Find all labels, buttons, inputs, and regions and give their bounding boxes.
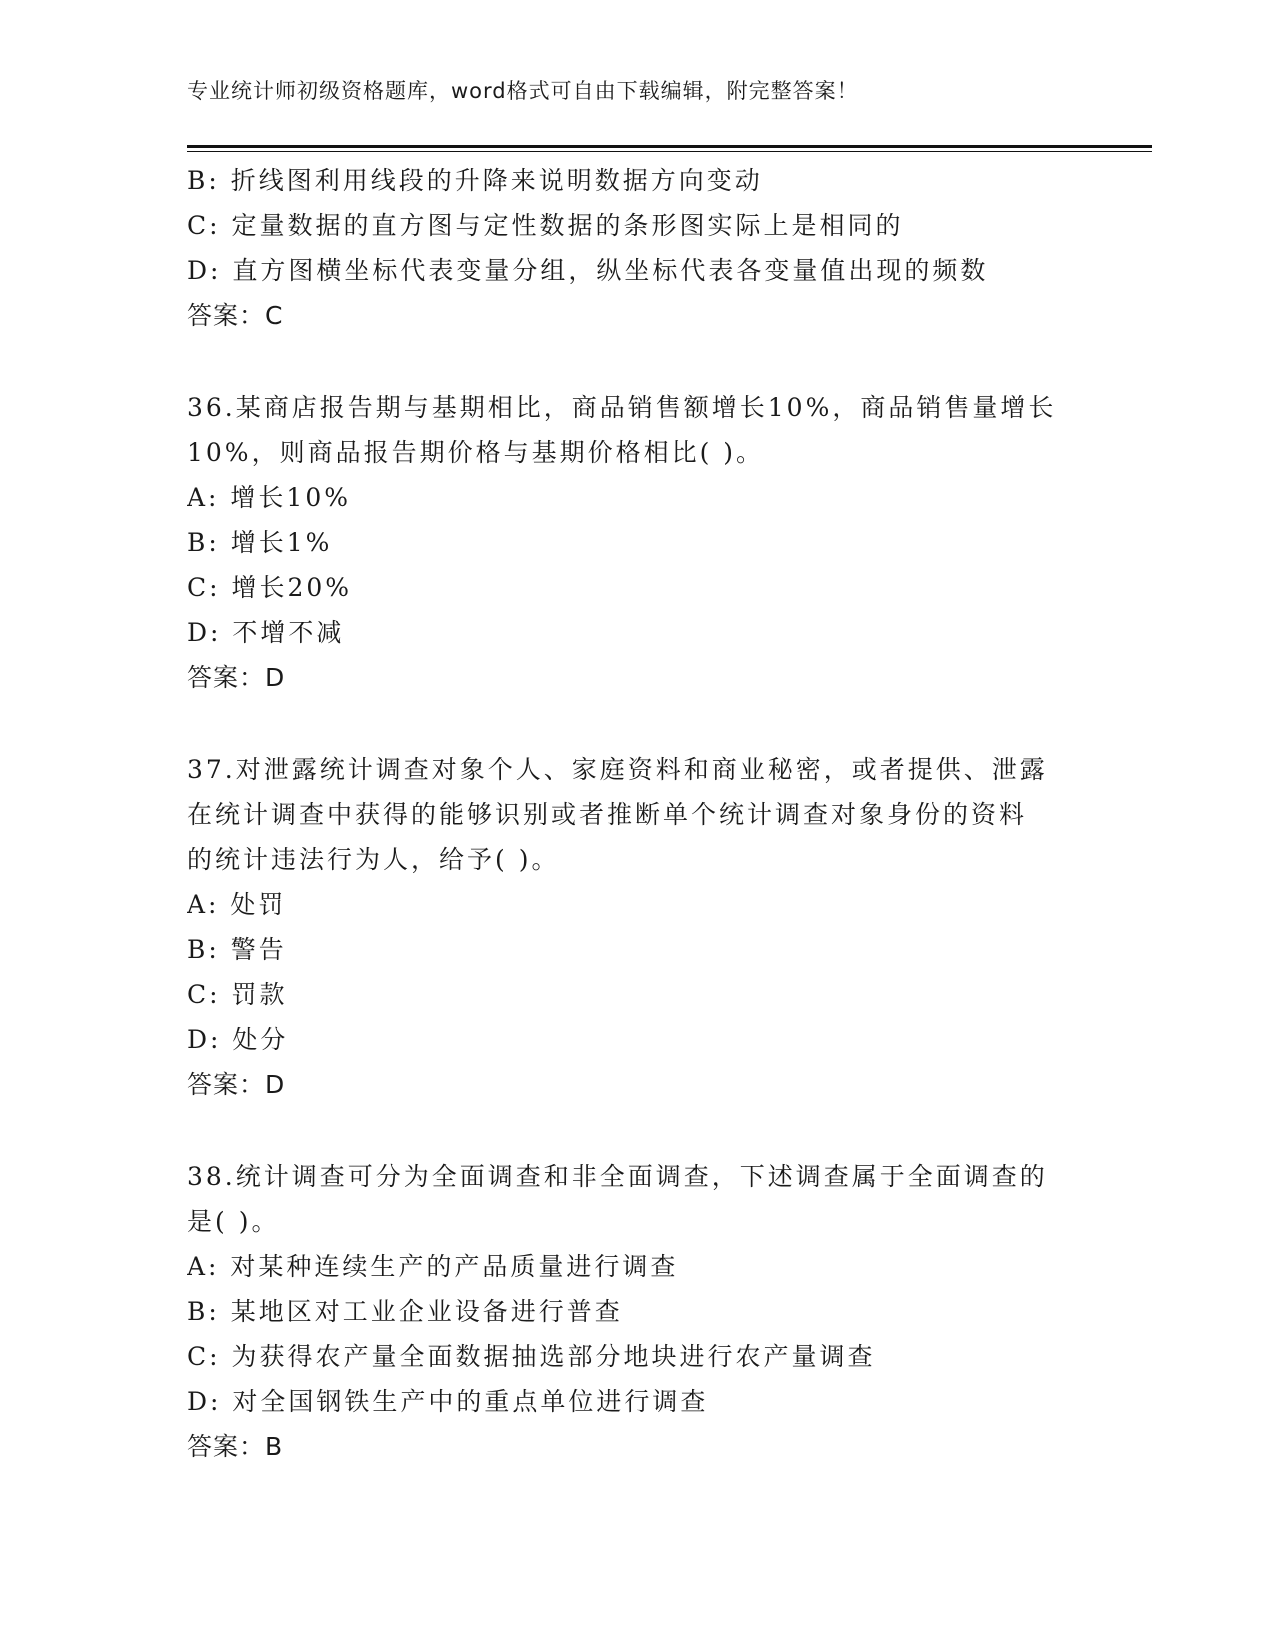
answer-option: A: 增长10% <box>187 483 351 512</box>
answer-option: A: 对某种连续生产的产品质量进行调查 <box>187 1252 679 1281</box>
answer-option: D: 直方图横坐标代表变量分组，纵坐标代表各变量值出现的频数 <box>187 256 989 285</box>
header-rule-thick <box>187 145 1152 148</box>
answer-option: A: 处罚 <box>187 890 287 919</box>
block-spacer <box>187 338 1107 385</box>
answer-option: B: 增长1% <box>187 528 333 557</box>
question-stem-line: 38.统计调查可分为全面调查和非全面调查，下述调查属于全面调查的 <box>187 1162 1048 1191</box>
question-list <box>187 158 1107 1469</box>
answer-option: B: 警告 <box>187 935 287 964</box>
question-block <box>187 385 1107 700</box>
block-spacer <box>187 700 1107 747</box>
answer-option: B: 某地区对工业企业设备进行普查 <box>187 1297 623 1326</box>
answer-option: C: 增长20% <box>187 573 353 602</box>
answer-option: C: 为获得农产量全面数据抽选部分地块进行农产量调查 <box>187 1342 876 1371</box>
block-spacer <box>187 1107 1107 1154</box>
answer-option: D: 不增不减 <box>187 618 345 647</box>
answer-key: 答案：B <box>187 1432 284 1461</box>
answer-key: 答案：C <box>187 301 284 330</box>
question-stem-line: 的统计违法行为人，给予( )。 <box>187 845 560 874</box>
header-rule-thin <box>187 151 1152 152</box>
question-block <box>187 1154 1107 1469</box>
page-header: 专业统计师初级资格题库，word格式可自由下载编辑，附完整答案！ <box>187 79 859 103</box>
question-stem-line: 36.某商店报告期与基期相比，商品销售额增长10%，商品销售量增长 <box>187 393 1057 422</box>
answer-key: 答案：D <box>187 1070 286 1099</box>
question-stem-line: 37.对泄露统计调查对象个人、家庭资料和商业秘密，或者提供、泄露 <box>187 755 1048 784</box>
answer-option: C: 定量数据的直方图与定性数据的条形图实际上是相同的 <box>187 211 904 240</box>
answer-option: D: 对全国钢铁生产中的重点单位进行调查 <box>187 1387 709 1416</box>
answer-option: C: 罚款 <box>187 980 288 1009</box>
question-block <box>187 747 1107 1107</box>
answer-option: B: 折线图利用线段的升降来说明数据方向变动 <box>187 166 763 195</box>
question-stem-line: 是( )。 <box>187 1207 280 1236</box>
question-stem-line: 10%，则商品报告期价格与基期价格相比( )。 <box>187 438 765 467</box>
answer-key: 答案：D <box>187 663 286 692</box>
answer-option: D: 处分 <box>187 1025 289 1054</box>
question-stem-line: 在统计调查中获得的能够识别或者推断单个统计调查对象身份的资料 <box>187 800 1028 829</box>
question-block <box>187 158 1107 338</box>
